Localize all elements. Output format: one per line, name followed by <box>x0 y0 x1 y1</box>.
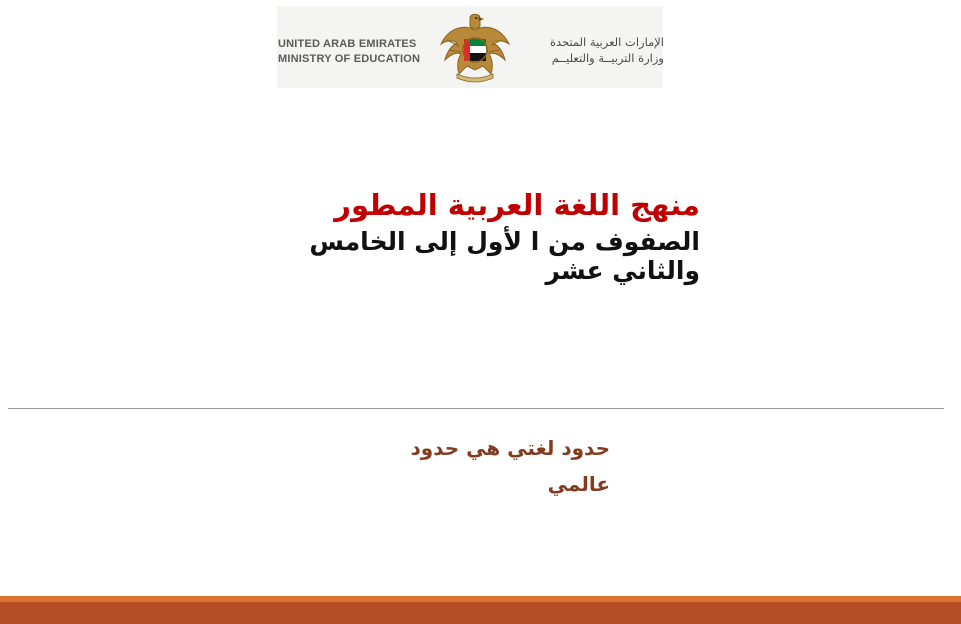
divider <box>8 408 944 409</box>
title-block <box>240 183 700 285</box>
page-title: منهج اللغة العربية المطور <box>334 188 700 222</box>
page-subtitle-grades: الصفوف من ا لأول إلى الخامس والثاني عشر <box>309 227 700 285</box>
uae-eagle-emblem-icon <box>437 10 513 86</box>
slogan: حدود لغتي هي حدود عالمي <box>410 436 610 496</box>
header-arabic-country: الإمارات العربية المتحدة <box>549 35 664 49</box>
footer-bar <box>0 602 961 624</box>
header-english-ministry: MINISTRY OF EDUCATION <box>278 53 421 65</box>
header-english-country: UNITED ARAB EMIRATES <box>278 38 417 50</box>
header-arabic-ministry: وزارة التربيــة والتعليــم <box>551 51 664 65</box>
